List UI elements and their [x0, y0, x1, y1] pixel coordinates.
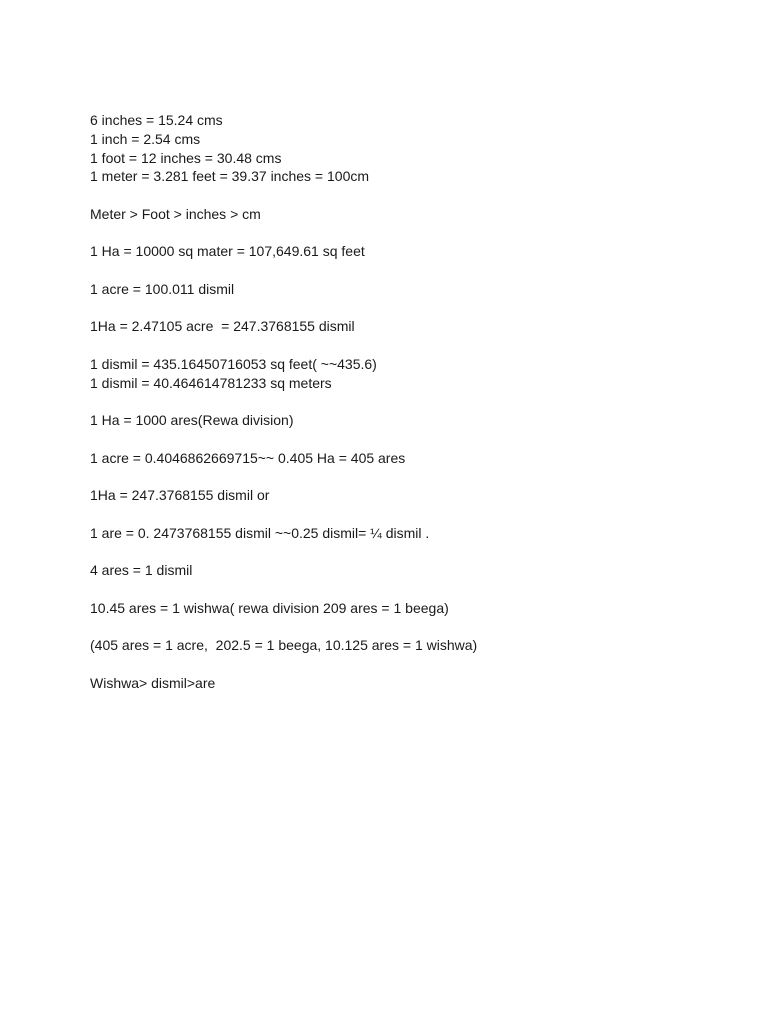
paragraph-land-unit-order	[90, 674, 730, 693]
paragraph-are-dismil	[90, 524, 730, 543]
paragraph-hectare-sq-feet	[90, 242, 730, 261]
paragraph-ares-summary	[90, 636, 730, 655]
paragraph-hectare-dismil	[90, 486, 730, 505]
text-line: 1 are = 0. 2473768155 dismil ~~0.25 dismil= ¼ dismil .	[90, 524, 430, 541]
paragraph-unit-order	[90, 205, 730, 224]
text-line: 1 meter = 3.281 feet = 39.37 inches = 100cm	[90, 168, 370, 185]
paragraph-hectare-ares	[90, 411, 730, 430]
paragraph-ares-wishwa	[90, 599, 730, 618]
text-line: 1 Ha = 1000 ares(Rewa division)	[90, 412, 294, 428]
text-line: 1 inch = 2.54 cms	[90, 130, 201, 147]
text-line: 4 ares = 1 dismil	[90, 562, 193, 578]
document-body	[90, 111, 730, 711]
text-line: 1 acre = 100.011 dismil	[90, 280, 235, 297]
text-line: 1 acre = 0.4046862669715~~ 0.405 Ha = 405 ares	[90, 449, 406, 466]
text-line: 1 Ha = 10000 sq mater = 107,649.61 sq feet	[90, 243, 365, 260]
text-line: 1Ha = 247.3768155 dismil or	[90, 487, 270, 503]
text-line: 10.45 ares = 1 wishwa( rewa division 209 ares = 1 beega)	[90, 599, 449, 616]
text-line: 1 foot = 12 inches = 30.48 cms	[90, 149, 282, 166]
paragraph-ares-dismil	[90, 561, 730, 580]
text-line: (405 ares = 1 acre, 202.5 = 1 beega, 10.125 ares = 1 wishwa)	[90, 637, 478, 653]
text-line: Wishwa> dismil>are	[90, 674, 216, 691]
text-line: 6 inches = 15.24 cms	[90, 112, 223, 128]
text-line: 1 dismil = 435.16450716053 sq feet( ~~435.6)	[90, 355, 377, 372]
text-line: Meter > Foot > inches > cm	[90, 205, 261, 222]
paragraph-dismil-area	[90, 355, 730, 393]
paragraph-acre-dismil	[90, 280, 730, 299]
text-line: 1 dismil = 40.464614781233 sq meters	[90, 374, 332, 391]
paragraph-acre-hectare	[90, 449, 730, 468]
paragraph-hectare-acre	[90, 317, 730, 336]
paragraph-length-conversions	[90, 111, 730, 186]
text-line: 1Ha = 2.47105 acre = 247.3768155 dismil	[90, 318, 355, 335]
